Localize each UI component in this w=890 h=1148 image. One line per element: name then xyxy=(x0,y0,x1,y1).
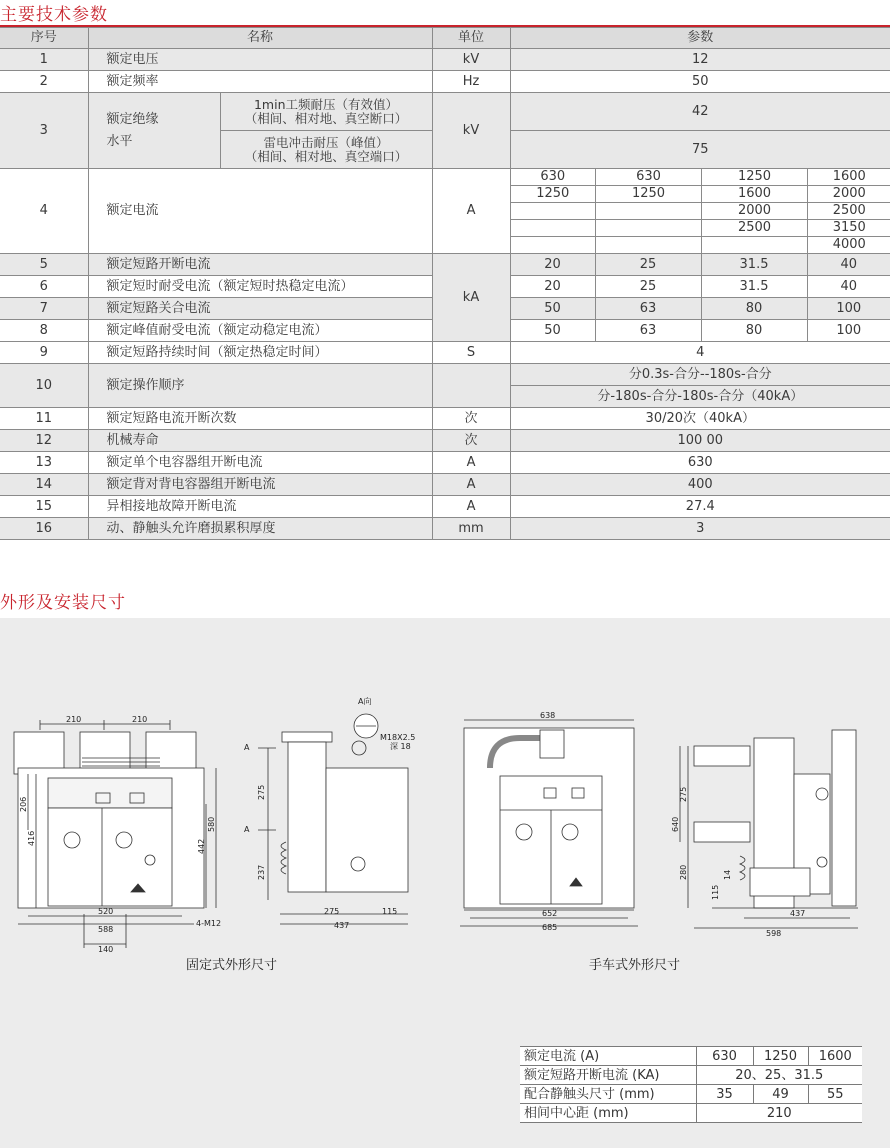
row-value: 25 xyxy=(595,254,701,276)
dim-text: 275 xyxy=(679,786,688,802)
a-mark: A xyxy=(244,825,250,834)
table-row xyxy=(0,518,890,540)
row-value: 分-180s-合分-180s-合分（40kA） xyxy=(510,386,890,408)
row-value: 3 xyxy=(510,518,890,540)
current-cell xyxy=(511,220,596,237)
current-grid-cell xyxy=(510,169,890,254)
current-cell xyxy=(702,237,808,254)
row-value: 50 xyxy=(510,71,890,93)
dim-text: 520 xyxy=(98,907,114,916)
dim-text: 685 xyxy=(542,923,558,932)
dim-text: 275 xyxy=(257,784,266,800)
current-grid-row xyxy=(511,186,890,203)
row-value: 100 xyxy=(807,298,890,320)
dim-text: 437 xyxy=(334,921,350,930)
truck-side-view xyxy=(680,730,858,928)
row-unit: kV xyxy=(432,49,510,71)
table-row xyxy=(0,71,890,93)
row-value: 630 xyxy=(510,452,890,474)
row-value: 630 xyxy=(696,1047,753,1066)
row-no: 12 xyxy=(0,430,88,452)
header-value: 参数 xyxy=(510,28,890,49)
row-unit xyxy=(432,364,510,408)
row-value: 40 xyxy=(807,254,890,276)
section-title-tech-params: 主要技术参数 xyxy=(0,5,108,25)
current-cell: 1250 xyxy=(511,186,596,203)
dim-text: 206 xyxy=(19,796,28,812)
subname-line: 雷电冲击耐压（峰值） xyxy=(263,134,389,150)
row-unit: kA xyxy=(432,254,510,342)
row-no: 16 xyxy=(0,518,88,540)
truck-type-caption: 手车式外形尺寸 xyxy=(589,958,681,973)
dim-text: 115 xyxy=(711,884,720,900)
row-value: 31.5 xyxy=(701,254,807,276)
row-value: 400 xyxy=(510,474,890,496)
current-cell: 630 xyxy=(511,169,596,186)
row-no: 14 xyxy=(0,474,88,496)
section-title-outline: 外形及安装尺寸 xyxy=(0,593,126,613)
row-value: 20、25、31.5 xyxy=(696,1066,862,1085)
contact-size-table xyxy=(520,1046,862,1123)
row-name: 额定峰值耐受电流（额定动稳定电流） xyxy=(88,320,432,342)
row-subname xyxy=(220,131,432,169)
table-row xyxy=(520,1085,862,1104)
row-no: 11 xyxy=(0,408,88,430)
row-value: 55 xyxy=(808,1085,862,1104)
row-no: 4 xyxy=(0,169,88,254)
header-no: 序号 xyxy=(0,28,88,49)
row-name-line1: 额定绝缘 xyxy=(106,111,159,127)
fixed-front-view xyxy=(14,720,216,948)
row-unit: A xyxy=(432,452,510,474)
current-grid-row xyxy=(511,169,890,186)
subname-line: 1min工频耐压（有效值） xyxy=(253,96,399,112)
current-cell: 630 xyxy=(596,169,702,186)
current-cell: 1600 xyxy=(808,169,890,186)
current-cell xyxy=(511,237,596,254)
row-value: 80 xyxy=(701,298,807,320)
current-cell: 1250 xyxy=(596,186,702,203)
current-cell: 2000 xyxy=(702,203,808,220)
row-name: 额定短路电流开断次数 xyxy=(88,408,432,430)
table-row xyxy=(0,408,890,430)
row-value: 80 xyxy=(701,320,807,342)
row-value: 100 xyxy=(807,320,890,342)
current-cell: 2500 xyxy=(808,203,890,220)
current-grid-row xyxy=(511,220,890,237)
table-row xyxy=(0,430,890,452)
row-value: 27.4 xyxy=(510,496,890,518)
fixed-type-caption: 固定式外形尺寸 xyxy=(186,958,278,973)
current-grid xyxy=(511,169,890,253)
row-name: 额定单个电容器组开断电流 xyxy=(88,452,432,474)
current-cell: 4000 xyxy=(808,237,890,254)
row-value: 30/20次（40kA） xyxy=(510,408,890,430)
table-row xyxy=(0,93,890,131)
row-value: 100 00 xyxy=(510,430,890,452)
row-name: 异相接地故障开断电流 xyxy=(88,496,432,518)
dim-text: 237 xyxy=(257,864,266,880)
header-name: 名称 xyxy=(88,28,432,49)
row-unit: A xyxy=(432,169,510,254)
row-no: 5 xyxy=(0,254,88,276)
current-cell: 2500 xyxy=(702,220,808,237)
row-no: 10 xyxy=(0,364,88,408)
row-name: 机械寿命 xyxy=(88,430,432,452)
row-name: 额定背对背电容器组开断电流 xyxy=(88,474,432,496)
row-no: 3 xyxy=(0,93,88,169)
row-name: 额定操作顺序 xyxy=(88,364,432,408)
table-row xyxy=(520,1104,862,1123)
current-cell: 2000 xyxy=(808,186,890,203)
row-name xyxy=(88,93,220,169)
row-value: 35 xyxy=(696,1085,753,1104)
subname-line: （相间、相对地、真空端口） xyxy=(244,148,408,164)
table-header-row xyxy=(0,28,890,49)
row-label: 配合静触头尺寸 (mm) xyxy=(520,1085,696,1104)
row-value: 20 xyxy=(510,276,595,298)
row-unit: 次 xyxy=(432,408,510,430)
row-unit: kV xyxy=(432,93,510,169)
dim-text: 115 xyxy=(382,907,398,916)
current-cell xyxy=(511,203,596,220)
row-label: 额定电流 (A) xyxy=(520,1047,696,1066)
row-value: 12 xyxy=(510,49,890,71)
row-value: 75 xyxy=(510,131,890,169)
dim-text: 416 xyxy=(27,830,36,846)
current-cell: 3150 xyxy=(808,220,890,237)
dim-text: 210 xyxy=(132,715,148,724)
a-mark: A xyxy=(244,743,250,752)
row-value: 1250 xyxy=(753,1047,808,1066)
row-name: 额定电压 xyxy=(88,49,432,71)
table-row xyxy=(0,49,890,71)
view-label: A向 xyxy=(358,697,372,706)
row-value: 1600 xyxy=(808,1047,862,1066)
row-unit: Hz xyxy=(432,71,510,93)
row-value: 40 xyxy=(807,276,890,298)
row-value: 210 xyxy=(696,1104,862,1123)
row-name: 额定电流 xyxy=(88,169,432,254)
row-value: 4 xyxy=(510,342,890,364)
row-value: 49 xyxy=(753,1085,808,1104)
row-name: 动、静触头允许磨损累积厚度 xyxy=(88,518,432,540)
drawing-panel xyxy=(0,618,890,1148)
dim-text: 14 xyxy=(723,869,732,880)
row-name: 额定频率 xyxy=(88,71,432,93)
dim-text: 140 xyxy=(98,945,114,954)
row-name: 额定短路开断电流 xyxy=(88,254,432,276)
dim-text: 638 xyxy=(540,711,556,720)
current-cell xyxy=(596,237,702,254)
row-value: 63 xyxy=(595,320,701,342)
row-value: 50 xyxy=(510,320,595,342)
dim-text: 437 xyxy=(790,909,806,918)
current-grid-row xyxy=(511,203,890,220)
row-value: 50 xyxy=(510,298,595,320)
fixed-side-view xyxy=(258,714,408,924)
current-cell xyxy=(596,220,702,237)
current-cell xyxy=(596,203,702,220)
truck-front-view xyxy=(460,720,638,926)
subname-line: （相间、相对地、真空断口） xyxy=(244,110,408,126)
depth-label: 深 18 xyxy=(390,742,411,751)
row-unit: A xyxy=(432,474,510,496)
current-cell: 1250 xyxy=(702,169,808,186)
row-subname xyxy=(220,93,432,131)
table-row xyxy=(0,496,890,518)
row-no: 1 xyxy=(0,49,88,71)
table-row xyxy=(0,452,890,474)
table-row xyxy=(0,169,890,254)
thread-label: M18X2.5 xyxy=(380,733,416,742)
row-no: 8 xyxy=(0,320,88,342)
dim-text: 280 xyxy=(679,864,688,880)
row-no: 6 xyxy=(0,276,88,298)
row-value: 63 xyxy=(595,298,701,320)
row-name: 额定短路持续时间（额定热稳定时间） xyxy=(88,342,432,364)
row-unit: S xyxy=(432,342,510,364)
row-value: 分0.3s-合分--180s-合分 xyxy=(510,364,890,386)
row-no: 15 xyxy=(0,496,88,518)
current-cell: 1600 xyxy=(702,186,808,203)
table-row xyxy=(0,254,890,276)
dim-text: 442 xyxy=(197,838,206,854)
row-unit: 次 xyxy=(432,430,510,452)
tech-params-table xyxy=(0,27,890,540)
row-no: 7 xyxy=(0,298,88,320)
row-unit: A xyxy=(432,496,510,518)
current-grid-row xyxy=(511,237,890,254)
dim-text: 652 xyxy=(542,909,558,918)
table-row xyxy=(520,1047,862,1066)
header-unit: 单位 xyxy=(432,28,510,49)
row-value: 31.5 xyxy=(701,276,807,298)
row-name: 额定短路关合电流 xyxy=(88,298,432,320)
table-row xyxy=(520,1066,862,1085)
row-name-line2: 水平 xyxy=(106,133,133,149)
row-no: 13 xyxy=(0,452,88,474)
table-row xyxy=(0,364,890,386)
row-no: 9 xyxy=(0,342,88,364)
table-row xyxy=(0,474,890,496)
row-name: 额定短时耐受电流（额定短时热稳定电流） xyxy=(88,276,432,298)
dim-text: 210 xyxy=(66,715,82,724)
dim-text: 4-M12 xyxy=(196,919,222,928)
row-label: 相间中心距 (mm) xyxy=(520,1104,696,1123)
dim-text: 640 xyxy=(671,816,680,832)
dim-text: 580 xyxy=(207,816,216,832)
row-value: 20 xyxy=(510,254,595,276)
table-row xyxy=(0,342,890,364)
dim-text: 598 xyxy=(766,929,782,938)
row-value: 42 xyxy=(510,93,890,131)
row-no: 2 xyxy=(0,71,88,93)
row-label: 额定短路开断电流 (KA) xyxy=(520,1066,696,1085)
row-value: 25 xyxy=(595,276,701,298)
dim-text: 275 xyxy=(324,907,340,916)
row-unit: mm xyxy=(432,518,510,540)
dim-text: 588 xyxy=(98,925,114,934)
